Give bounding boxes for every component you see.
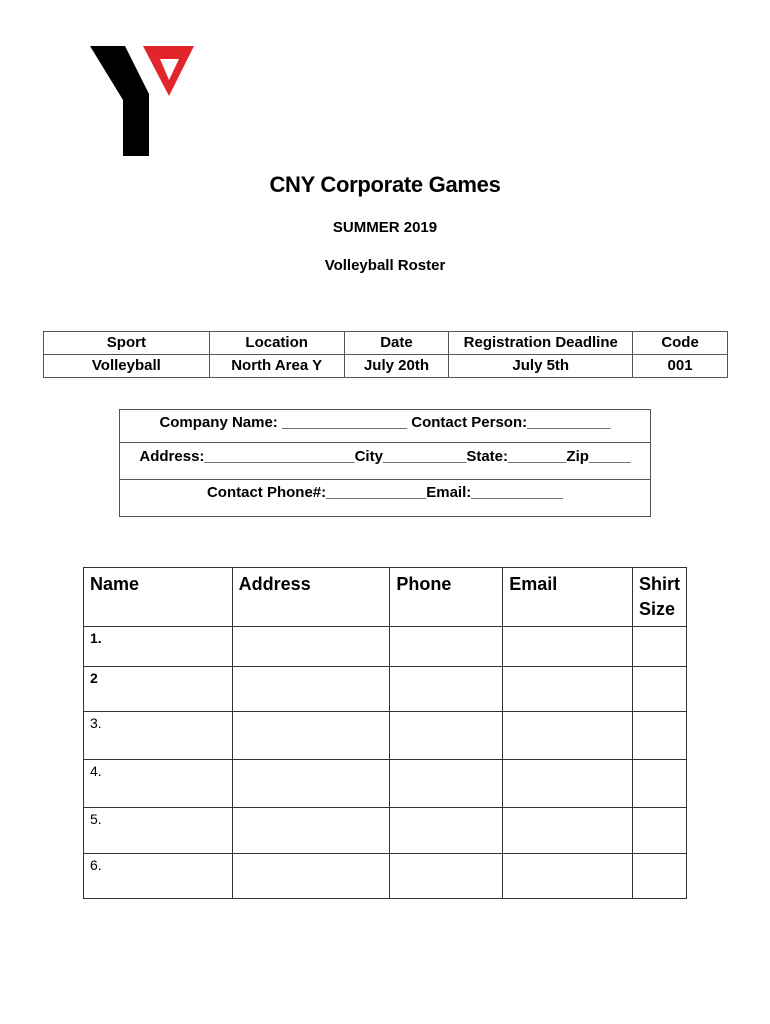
shirt-size-cell[interactable] (632, 854, 686, 899)
address-cell[interactable] (232, 627, 390, 667)
value-location: North Area Y (209, 355, 344, 378)
row-number[interactable]: 4. (84, 760, 233, 808)
logo-y-shape (90, 46, 149, 156)
email-cell[interactable] (503, 667, 633, 712)
event-info-header-row (44, 332, 728, 355)
company-divider-2 (120, 479, 650, 480)
shirt-size-cell[interactable] (632, 808, 686, 854)
value-sport: Volleyball (44, 355, 210, 378)
header-date: Date (344, 332, 449, 355)
address-line[interactable]: Address:__________________City__________State:_______Zip_____ (139, 448, 631, 465)
shirt-size-cell[interactable] (632, 712, 686, 760)
roster-row (84, 712, 687, 760)
address-cell[interactable] (232, 667, 390, 712)
ymca-logo (90, 44, 194, 156)
email-cell[interactable] (503, 712, 633, 760)
value-date: July 20th (344, 355, 449, 378)
header-registration-deadline: Registration Deadline (449, 332, 633, 355)
roster-row (84, 627, 687, 667)
email-cell[interactable] (503, 627, 633, 667)
column-email: Email (503, 568, 633, 627)
row-number[interactable]: 5. (84, 808, 233, 854)
row-number[interactable]: 1. (84, 627, 233, 667)
roster-row (84, 760, 687, 808)
roster-table (83, 567, 687, 899)
email-cell[interactable] (503, 854, 633, 899)
column-address: Address (232, 568, 390, 627)
row-number[interactable]: 6. (84, 854, 233, 899)
phone-cell[interactable] (390, 712, 503, 760)
address-cell[interactable] (232, 712, 390, 760)
season-label: SUMMER 2019 (332, 219, 438, 236)
phone-email-line[interactable]: Contact Phone#:____________Email:___________ (206, 484, 564, 501)
shirt-size-cell[interactable] (632, 627, 686, 667)
roster-heading: Volleyball Roster (324, 257, 446, 274)
roster-row (84, 667, 687, 712)
email-cell[interactable] (503, 808, 633, 854)
shirt-size-cell[interactable] (632, 667, 686, 712)
phone-cell[interactable] (390, 854, 503, 899)
phone-cell[interactable] (390, 760, 503, 808)
column-shirt-size: Shirt Size (632, 568, 686, 627)
roster-row (84, 808, 687, 854)
company-contact-line[interactable]: Company Name: _______________ Contact Person:__________ (159, 414, 611, 431)
roster-row (84, 854, 687, 899)
company-divider-1 (120, 442, 650, 443)
shirt-size-cell[interactable] (632, 760, 686, 808)
address-cell[interactable] (232, 760, 390, 808)
header-code: Code (633, 332, 728, 355)
column-name: Name (84, 568, 233, 627)
value-code: 001 (633, 355, 728, 378)
column-phone: Phone (390, 568, 503, 627)
phone-cell[interactable] (390, 667, 503, 712)
address-cell[interactable] (232, 854, 390, 899)
page-title: CNY Corporate Games (269, 172, 501, 197)
event-info-value-row (44, 355, 728, 378)
phone-cell[interactable] (390, 627, 503, 667)
header-location: Location (209, 332, 344, 355)
event-info-table (43, 331, 728, 378)
roster-header-row (84, 568, 687, 627)
company-info-box (119, 409, 651, 517)
row-number[interactable]: 2 (84, 667, 233, 712)
phone-cell[interactable] (390, 808, 503, 854)
row-number[interactable]: 3. (84, 712, 233, 760)
address-cell[interactable] (232, 808, 390, 854)
header-sport: Sport (44, 332, 210, 355)
value-registration-deadline: July 5th (449, 355, 633, 378)
email-cell[interactable] (503, 760, 633, 808)
